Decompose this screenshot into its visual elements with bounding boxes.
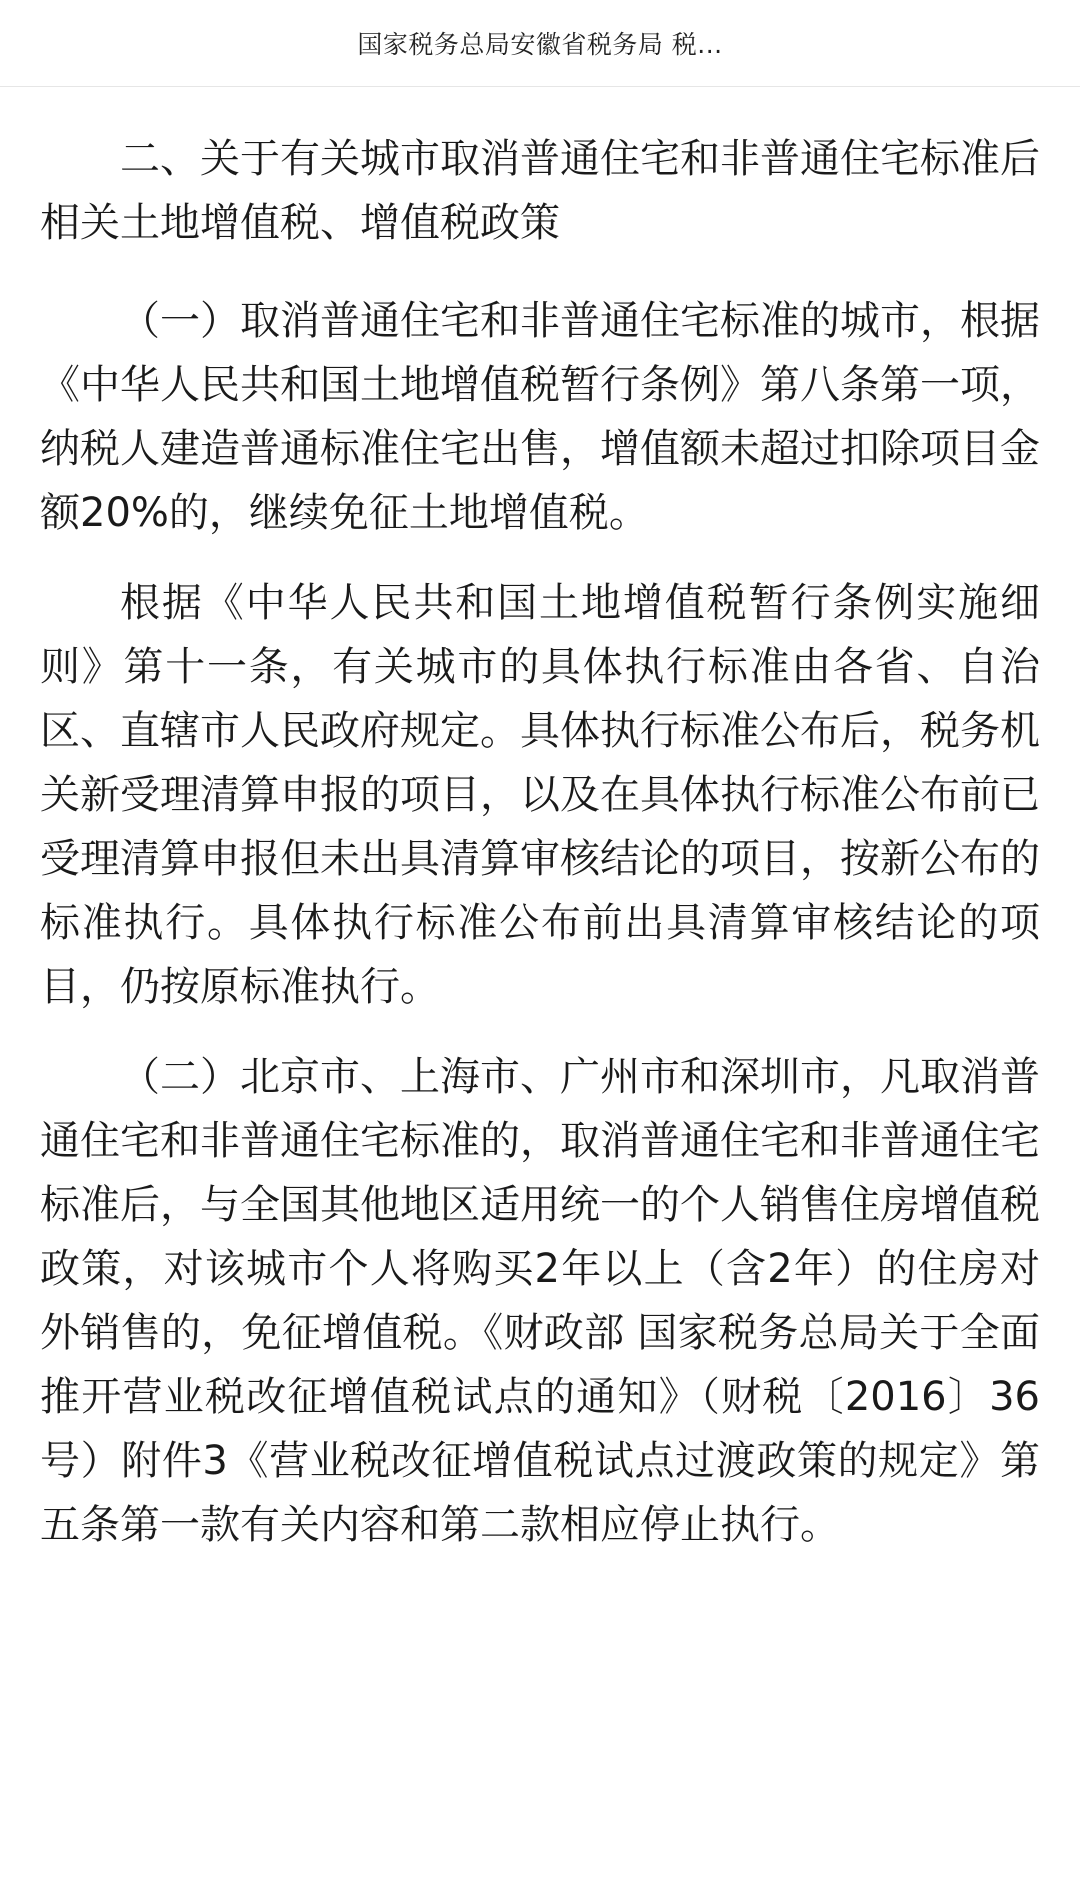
- paragraph-1: （一）取消普通住宅和非普通住宅标准的城市，根据《中华人民共和国土地增值税暂行条例》第八条第一项，纳税人建造普通标准住宅出售，增值额未超过扣除项目金额20%的，继续免征土地增值税。: [40, 298, 1040, 536]
- paragraph-2: 根据《中华人民共和国土地增值税暂行条例实施细则》第十一条，有关城市的具体执行标准由各省、自治区、直辖市人民政府规定。具体执行标准公布后，税务机关新受理清算申报的项目，以及在具体执行标准公布前已受理清算申报但未出具清算审核结论的项目，按新公布的标准执行。具体执行标准公布前出具清算审核结论的项目，仍按原标准执行。: [40, 580, 1040, 1010]
- article-body: [0, 87, 1080, 1557]
- page-title: 国家税务总局安徽省税务局 税...: [357, 30, 723, 59]
- section-heading: 二、关于有关城市取消普通住宅和非普通住宅标准后相关土地增值税、增值税政策: [40, 136, 1040, 246]
- paragraph-3: （二）北京市、上海市、广州市和深圳市，凡取消普通住宅和非普通住宅标准的，取消普通住宅和非普通住宅标准后，与全国其他地区适用统一的个人销售住房增值税政策，对该城市个人将购买2年以上（含2年）的住房对外销售的，免征增值税。《财政部 国家税务总局关于全面推开营业税改征增值税试点的通知》（财税〔2016〕36号）附件3《营业税改征增值税试点过渡政策的规定》第五条第一款有关内容和第二款相应停止执行。: [40, 1054, 1040, 1548]
- page-header: [0, 0, 1080, 87]
